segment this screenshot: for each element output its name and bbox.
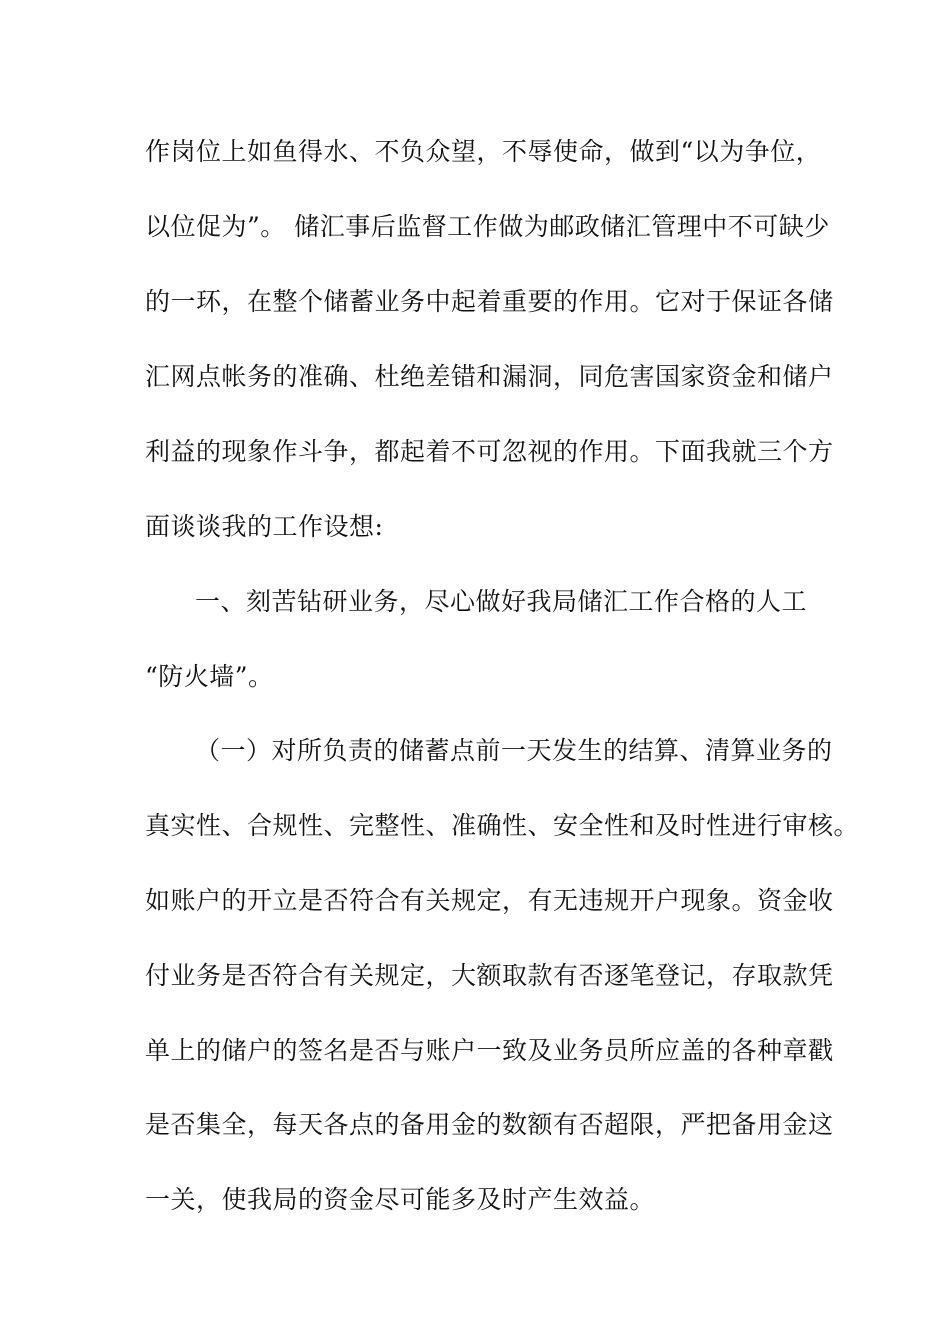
- section-heading-line: 一、刻苦钻研业务，尽心做好我局储汇工作合格的人工: [195, 587, 808, 616]
- text-line: 一关，使我局的资金尽可能多及时产生效益。: [145, 1185, 656, 1214]
- text-line: 汇网点帐务的准确、杜绝差错和漏洞，同危害国家资金和储户: [145, 362, 834, 391]
- text-line: 是否集全，每天各点的备用金的数额有否超限，严把备用金这: [145, 1110, 834, 1139]
- text-line: 单上的储户的签名是否与账户一致及业务员所应盖的各种章戳: [145, 1036, 834, 1065]
- text-line: 作岗位上如鱼得水、不负众望，不辱使命，做到“以为争位，: [145, 137, 822, 166]
- text-line: 真实性、合规性、完整性、准确性、安全性和及时性进行审核。: [145, 811, 860, 840]
- text-line: （一）对所负责的储蓄点前一天发生的结算、清算业务的: [195, 736, 833, 765]
- section-heading-line: “防火墙”。: [145, 662, 274, 691]
- text-line: 利益的现象作斗争，都起着不可忽视的作用。下面我就三个方: [145, 437, 834, 466]
- text-line: 的一环，在整个储蓄业务中起着重要的作用。它对于保证各储: [145, 287, 834, 316]
- text-line: 如账户的开立是否符合有关规定，有无违规开户现象。资金收: [145, 886, 834, 915]
- text-line: 付业务是否符合有关规定，大额取款有否逐笔登记，存取款凭: [145, 961, 834, 990]
- text-line: 面谈谈我的工作设想:: [145, 512, 384, 541]
- text-line: 以位促为”。 储汇事后监督工作做为邮政储汇管理中不可缺少: [145, 212, 830, 241]
